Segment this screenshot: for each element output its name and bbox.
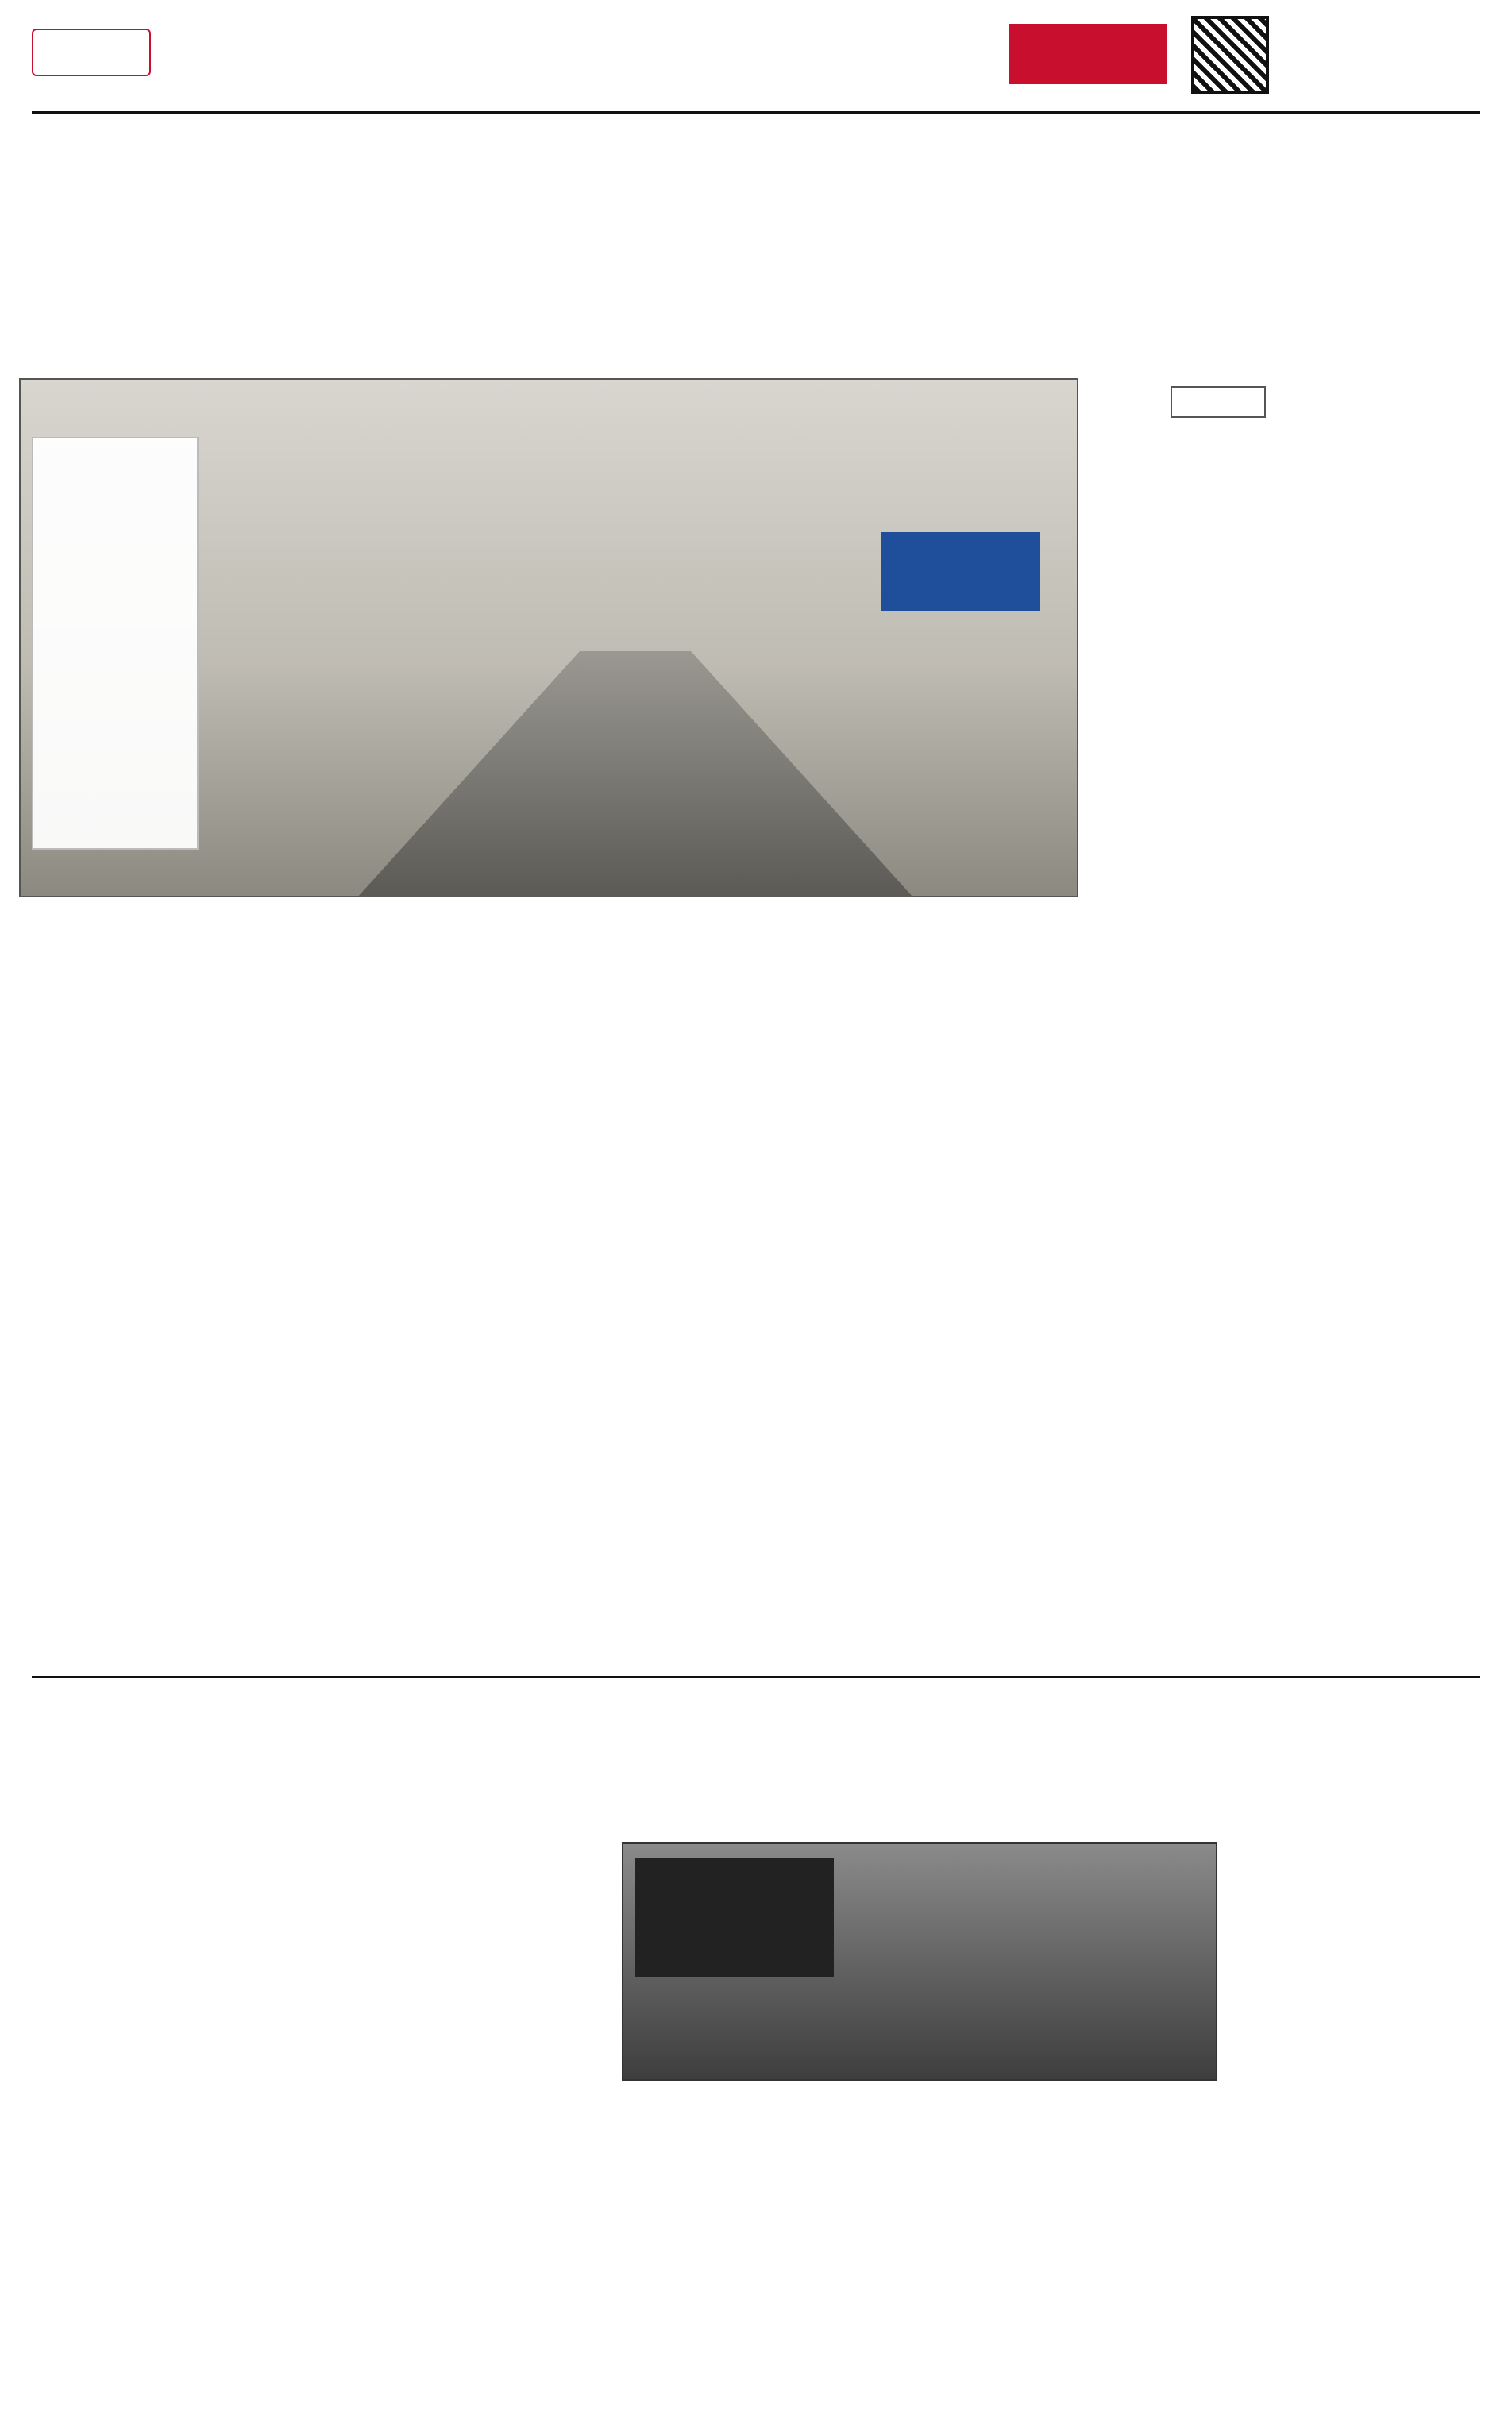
alert-timeline (32, 437, 199, 850)
extended-reading-tag (1171, 386, 1266, 418)
signing-screen (635, 1858, 834, 1977)
section-badge (1009, 24, 1167, 84)
article-divider (32, 1676, 1480, 1678)
masthead-logo (32, 29, 151, 76)
header-rule (32, 111, 1480, 114)
qr-code (1191, 16, 1269, 94)
photo-signboard (881, 532, 1040, 611)
